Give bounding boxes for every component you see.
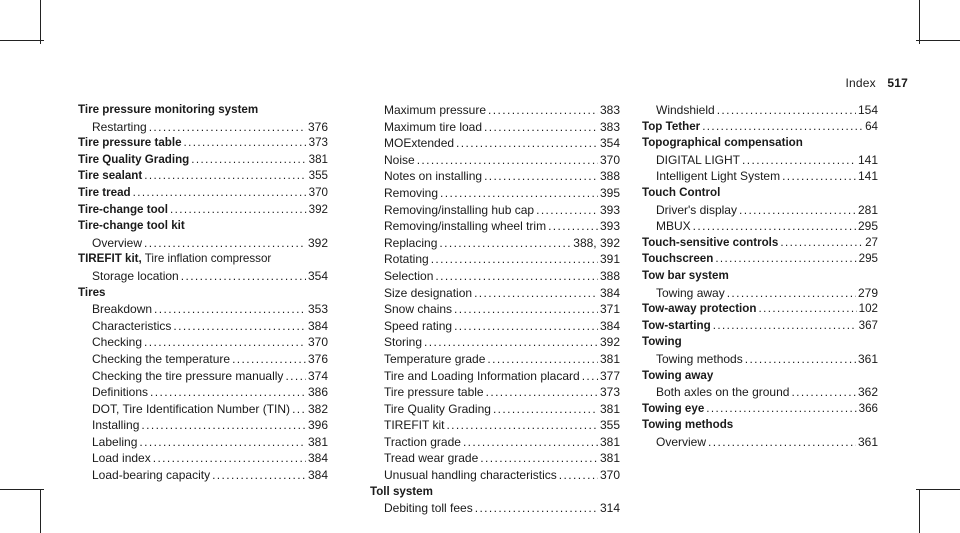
entry-text: Maximum tire load bbox=[384, 119, 483, 134]
page-reference[interactable]: 384 bbox=[307, 451, 328, 466]
entry-text: Snow chains bbox=[384, 302, 453, 317]
crop-mark-bottom-right-v bbox=[919, 489, 920, 533]
index-subentry bbox=[78, 417, 328, 434]
entry-text: Maximum pressure bbox=[384, 103, 487, 117]
entry-text: Overview bbox=[92, 235, 143, 250]
index-subentry bbox=[642, 202, 878, 219]
page-reference[interactable]: 366 bbox=[858, 401, 878, 415]
entry-text: Touch-sensitive controls bbox=[642, 235, 779, 249]
entry-text: Load index bbox=[92, 451, 151, 466]
entry-text: Tire Quality Grading bbox=[78, 152, 190, 166]
entry-text: Labeling bbox=[92, 434, 138, 449]
index-subentry bbox=[78, 450, 328, 467]
entry-text: Notes on installing bbox=[384, 169, 483, 184]
index-subentry bbox=[370, 368, 620, 385]
entry-text: Traction grade bbox=[384, 434, 461, 449]
page-reference[interactable]: 384 bbox=[307, 468, 328, 483]
page-reference[interactable]: 279 bbox=[857, 285, 878, 300]
entry-text: Rotating bbox=[384, 252, 429, 267]
entry-text: Tow-starting bbox=[642, 318, 711, 332]
entry-text: Load-bearing capacity bbox=[92, 468, 211, 483]
header-title: Index bbox=[845, 76, 876, 90]
index-subentry bbox=[370, 285, 620, 302]
index-column-1 bbox=[78, 102, 328, 484]
entry-text: DIGITAL LIGHT bbox=[656, 152, 741, 167]
page-reference[interactable]: 355 bbox=[308, 169, 328, 183]
entry-text: Restarting bbox=[92, 119, 147, 134]
page-header bbox=[845, 76, 908, 90]
dot-leader bbox=[484, 168, 598, 185]
index-subentry bbox=[78, 235, 328, 252]
dot-leader bbox=[463, 434, 598, 451]
index-subentry bbox=[370, 351, 620, 368]
page-reference[interactable]: 354 bbox=[307, 268, 328, 283]
dot-leader bbox=[582, 368, 598, 385]
index-entry bbox=[642, 368, 878, 385]
index-subentry bbox=[370, 417, 620, 434]
index-subentry bbox=[78, 401, 328, 418]
dot-leader bbox=[154, 301, 306, 318]
index-subentry bbox=[370, 185, 620, 202]
page-reference[interactable]: 371 bbox=[599, 302, 620, 317]
dot-leader bbox=[435, 268, 598, 285]
page-reference[interactable]: 141 bbox=[857, 169, 878, 184]
index-column-3 bbox=[642, 102, 878, 450]
index-subentry bbox=[642, 384, 878, 401]
index-subentry bbox=[78, 119, 328, 136]
page-reference[interactable]: 354 bbox=[599, 136, 620, 151]
dot-leader bbox=[717, 102, 856, 119]
page-reference[interactable]: 381 bbox=[599, 434, 620, 449]
entry-text: Removing/installing hub cap bbox=[384, 202, 535, 217]
dot-leader bbox=[487, 351, 598, 368]
dot-leader bbox=[417, 152, 598, 169]
entry-text: Touchscreen bbox=[642, 252, 714, 266]
index-entry bbox=[78, 218, 328, 235]
page-reference[interactable]: 373 bbox=[599, 385, 620, 400]
page-reference[interactable]: 370 bbox=[599, 468, 620, 483]
index-entry bbox=[78, 135, 328, 152]
page-reference[interactable]: 295 bbox=[857, 219, 878, 234]
index-subentry bbox=[642, 218, 878, 235]
entry-text: Towing away bbox=[642, 368, 714, 382]
page-reference[interactable]: 386 bbox=[307, 385, 328, 400]
index-subentry bbox=[370, 251, 620, 268]
page-reference[interactable]: 141 bbox=[857, 152, 878, 167]
page-reference[interactable]: 381 bbox=[599, 451, 620, 466]
index-entry bbox=[370, 484, 620, 501]
dot-leader bbox=[706, 401, 856, 418]
page-reference[interactable]: 102 bbox=[858, 302, 878, 316]
page-reference[interactable]: 314 bbox=[599, 501, 620, 516]
index-subentry bbox=[370, 218, 620, 235]
index-entry bbox=[642, 401, 878, 418]
index-subentry bbox=[370, 102, 620, 119]
page-reference[interactable]: 384 bbox=[599, 318, 620, 333]
entry-text: Driver's display bbox=[656, 202, 737, 217]
entry-text: Temperature grade bbox=[384, 351, 486, 366]
index-subentry bbox=[370, 334, 620, 351]
page-reference[interactable]: 384 bbox=[307, 318, 328, 333]
dot-leader bbox=[484, 119, 598, 136]
crop-mark-top-right-v bbox=[919, 0, 920, 44]
index-subentry bbox=[78, 384, 328, 401]
entry-text: Checking the temperature bbox=[92, 351, 231, 366]
index-subentry bbox=[642, 285, 878, 302]
entry-text: Tire sealant bbox=[78, 169, 143, 183]
index-subentry bbox=[370, 500, 620, 517]
index-subentry bbox=[370, 152, 620, 169]
index-entry bbox=[78, 185, 328, 202]
entry-text: Towing away bbox=[656, 285, 725, 300]
entry-text: DOT, Tire Identification Number (TIN) bbox=[92, 401, 291, 416]
page-reference[interactable]: 373 bbox=[308, 136, 328, 150]
dot-leader bbox=[708, 434, 856, 451]
dot-leader bbox=[212, 467, 306, 484]
crop-mark-top-right-h bbox=[916, 40, 960, 41]
dot-leader bbox=[292, 401, 306, 418]
entry-text: Tow bar system bbox=[642, 268, 729, 282]
index-subentry bbox=[78, 268, 328, 285]
page-reference[interactable]: 383 bbox=[599, 103, 620, 117]
index-subentry bbox=[370, 434, 620, 451]
page-reference[interactable]: 384 bbox=[599, 285, 620, 300]
page-reference[interactable]: 361 bbox=[857, 351, 878, 366]
page-reference[interactable]: 388 bbox=[599, 169, 620, 184]
entry-text: TIREFIT kit, bbox=[78, 252, 142, 266]
page-reference[interactable]: 27 bbox=[865, 235, 878, 249]
dot-leader bbox=[702, 119, 863, 136]
entry-suffix: Tire inflation compressor bbox=[141, 252, 272, 266]
index-subentry bbox=[370, 268, 620, 285]
entry-text: Tire pressure table bbox=[78, 136, 182, 150]
dot-leader bbox=[153, 450, 306, 467]
entry-text: Tire Quality Grading bbox=[384, 401, 491, 416]
dot-leader bbox=[431, 251, 598, 268]
index-subentry bbox=[370, 119, 620, 136]
index-subentry bbox=[78, 301, 328, 318]
page-reference[interactable]: 396 bbox=[307, 418, 328, 433]
index-entry bbox=[78, 285, 328, 302]
crop-mark-bottom-left-v bbox=[40, 489, 41, 533]
page-reference[interactable]: 376 bbox=[307, 119, 328, 134]
entry-text: Tire pressure monitoring system bbox=[78, 103, 259, 116]
index-subentry bbox=[78, 351, 328, 368]
crop-mark-top-left-h bbox=[0, 40, 44, 41]
dot-leader bbox=[758, 301, 856, 318]
dot-leader bbox=[475, 500, 598, 517]
dot-leader bbox=[745, 351, 856, 368]
entry-text: Top Tether bbox=[642, 119, 701, 133]
index-entry bbox=[78, 102, 328, 119]
entry-text: Tire pressure table bbox=[384, 385, 484, 400]
entry-text: Intelligent Light System bbox=[656, 169, 781, 184]
page-reference[interactable]: 367 bbox=[858, 318, 878, 332]
page-reference[interactable]: 392 bbox=[307, 235, 328, 250]
dot-leader bbox=[454, 318, 598, 335]
index-subentry bbox=[370, 202, 620, 219]
dot-leader bbox=[488, 102, 598, 119]
index-entry bbox=[642, 417, 878, 434]
entry-text: Installing bbox=[92, 418, 140, 433]
page-reference[interactable]: 392 bbox=[308, 202, 328, 216]
dot-leader bbox=[791, 384, 856, 401]
entry-text: Tires bbox=[78, 285, 106, 299]
page-reference[interactable]: 381 bbox=[308, 152, 328, 166]
page-reference[interactable]: 381 bbox=[599, 401, 620, 416]
page-reference[interactable]: 382 bbox=[307, 401, 328, 416]
dot-leader bbox=[150, 384, 306, 401]
dot-leader bbox=[715, 251, 856, 268]
crop-mark-bottom-left-h bbox=[0, 489, 44, 490]
index-subentry bbox=[370, 450, 620, 467]
index-subentry bbox=[370, 384, 620, 401]
dot-leader bbox=[184, 135, 307, 152]
dot-leader bbox=[181, 268, 306, 285]
entry-text: Storage location bbox=[92, 268, 179, 283]
entry-text: Tire-change tool bbox=[78, 202, 168, 216]
index-entry bbox=[642, 119, 878, 136]
index-entry bbox=[78, 168, 328, 185]
page-number: 517 bbox=[887, 76, 908, 90]
index-subentry bbox=[78, 467, 328, 484]
entry-text: Tire and Loading Information placard bbox=[384, 368, 580, 383]
dot-leader bbox=[139, 434, 306, 451]
entry-text: Touch Control bbox=[642, 185, 721, 199]
dot-leader bbox=[191, 152, 306, 169]
dot-leader bbox=[693, 218, 856, 235]
entry-text: Tow-away protection bbox=[642, 302, 757, 316]
page-reference[interactable]: 391 bbox=[599, 252, 620, 267]
page-reference[interactable]: 353 bbox=[307, 302, 328, 317]
entry-text: Size designation bbox=[384, 285, 473, 300]
crop-mark-bottom-right-h bbox=[916, 489, 960, 490]
page-reference[interactable]: 362 bbox=[857, 385, 878, 400]
index-entry bbox=[642, 235, 878, 252]
page-reference[interactable]: 355 bbox=[599, 418, 620, 433]
dot-leader bbox=[424, 334, 598, 351]
entry-text: Topographical compensation bbox=[642, 136, 803, 150]
entry-text: Both axles on the ground bbox=[656, 385, 790, 400]
page-reference[interactable]: 64 bbox=[865, 119, 878, 133]
dot-leader bbox=[713, 318, 857, 335]
index-entry bbox=[642, 251, 878, 268]
page-reference[interactable]: 370 bbox=[307, 335, 328, 350]
index-entry bbox=[642, 185, 878, 202]
entry-text: Removing bbox=[384, 185, 439, 200]
entry-text: Storing bbox=[384, 335, 423, 350]
dot-leader bbox=[474, 285, 598, 302]
dot-leader bbox=[454, 301, 598, 318]
dot-leader bbox=[486, 384, 598, 401]
index-subentry bbox=[642, 434, 878, 451]
dot-leader bbox=[782, 168, 856, 185]
index-subentry bbox=[642, 351, 878, 368]
entry-text: Unusual handling characteristics bbox=[384, 468, 557, 483]
entry-text: Towing methods bbox=[642, 418, 734, 432]
page-reference[interactable]: 388, 392 bbox=[573, 235, 620, 250]
entry-text: Noise bbox=[384, 152, 415, 167]
dot-leader bbox=[559, 467, 598, 484]
page-reference[interactable]: 295 bbox=[858, 252, 878, 266]
index-entry bbox=[642, 268, 878, 285]
index-subentry bbox=[642, 102, 878, 119]
index-subentry bbox=[370, 235, 620, 252]
index-subentry bbox=[370, 401, 620, 418]
entry-text: Characteristics bbox=[92, 318, 172, 333]
page-reference[interactable]: 383 bbox=[599, 119, 620, 134]
page-reference[interactable]: 381 bbox=[599, 351, 620, 366]
page-reference[interactable]: 376 bbox=[307, 351, 328, 366]
page-reference[interactable]: 395 bbox=[599, 185, 620, 200]
crop-mark-top-left-v bbox=[40, 0, 41, 44]
index-entry bbox=[642, 334, 878, 351]
entry-text: Breakdown bbox=[92, 302, 153, 317]
entry-text: Replacing bbox=[384, 235, 438, 250]
page-reference[interactable]: 377 bbox=[599, 368, 620, 383]
entry-text: Towing bbox=[642, 335, 682, 349]
page-reference[interactable]: 381 bbox=[307, 434, 328, 449]
index-entry bbox=[78, 152, 328, 169]
entry-text: Debiting toll fees bbox=[384, 501, 473, 516]
index-subentry bbox=[78, 368, 328, 385]
index-subentry bbox=[78, 318, 328, 335]
entry-text: Checking the tire pressure manually bbox=[92, 368, 284, 383]
dot-leader bbox=[232, 351, 306, 368]
index-entry bbox=[642, 318, 878, 335]
dot-leader bbox=[133, 185, 307, 202]
index-subentry bbox=[642, 168, 878, 185]
index-entry bbox=[642, 301, 878, 318]
page-reference[interactable]: 392 bbox=[599, 335, 620, 350]
page-reference[interactable]: 370 bbox=[599, 152, 620, 167]
entry-text: Definitions bbox=[92, 385, 149, 400]
dot-leader bbox=[456, 135, 598, 152]
entry-text: Toll system bbox=[370, 484, 433, 498]
entry-text: Checking bbox=[92, 335, 143, 350]
index-entry bbox=[78, 251, 328, 268]
dot-leader bbox=[285, 368, 306, 385]
entry-text: Removing/installing wheel trim bbox=[384, 219, 547, 234]
entry-text: Overview bbox=[656, 434, 707, 449]
index-subentry bbox=[370, 135, 620, 152]
index-column-2 bbox=[370, 102, 620, 517]
entry-text: Speed rating bbox=[384, 318, 453, 333]
dot-leader bbox=[742, 152, 856, 169]
index-subentry bbox=[370, 301, 620, 318]
dot-leader bbox=[170, 202, 307, 219]
dot-leader bbox=[739, 202, 856, 219]
entry-text: Tire tread bbox=[78, 185, 131, 199]
entry-text: Towing methods bbox=[656, 351, 743, 366]
index-subentry bbox=[78, 334, 328, 351]
dot-leader bbox=[727, 285, 856, 302]
dot-leader bbox=[440, 185, 598, 202]
dot-leader bbox=[780, 235, 863, 252]
page-reference[interactable]: 388 bbox=[599, 268, 620, 283]
entry-text: Windshield bbox=[656, 103, 715, 117]
page-reference[interactable]: 393 bbox=[599, 219, 620, 234]
entry-text: MBUX bbox=[656, 219, 691, 234]
dot-leader bbox=[493, 401, 598, 418]
page-reference[interactable]: 281 bbox=[857, 202, 878, 217]
entry-text: Tire-change tool kit bbox=[78, 219, 185, 233]
index-subentry bbox=[370, 168, 620, 185]
dot-leader bbox=[149, 119, 306, 136]
dot-leader bbox=[446, 417, 598, 434]
index-subentry bbox=[642, 152, 878, 169]
entry-text: MOExtended bbox=[384, 136, 455, 151]
dot-leader bbox=[536, 202, 598, 219]
index-entry bbox=[642, 135, 878, 152]
dot-leader bbox=[141, 417, 306, 434]
entry-text: Tread wear grade bbox=[384, 451, 479, 466]
dot-leader bbox=[144, 235, 306, 252]
index-subentry bbox=[78, 434, 328, 451]
page-reference[interactable]: 370 bbox=[308, 185, 328, 199]
dot-leader bbox=[480, 450, 598, 467]
page-reference[interactable]: 393 bbox=[599, 202, 620, 217]
dot-leader bbox=[173, 318, 306, 335]
page-reference[interactable]: 154 bbox=[857, 103, 878, 117]
entry-text: Selection bbox=[384, 268, 434, 283]
entry-text: Towing eye bbox=[642, 401, 705, 415]
page-reference[interactable]: 374 bbox=[307, 368, 328, 383]
dot-leader bbox=[144, 334, 306, 351]
page-reference[interactable]: 361 bbox=[857, 434, 878, 449]
index-entry bbox=[78, 202, 328, 219]
index-subentry bbox=[370, 318, 620, 335]
entry-text: TIREFIT kit bbox=[384, 418, 445, 433]
index-subentry bbox=[370, 467, 620, 484]
dot-leader bbox=[144, 168, 306, 185]
dot-leader bbox=[548, 218, 598, 235]
dot-leader bbox=[439, 235, 571, 252]
